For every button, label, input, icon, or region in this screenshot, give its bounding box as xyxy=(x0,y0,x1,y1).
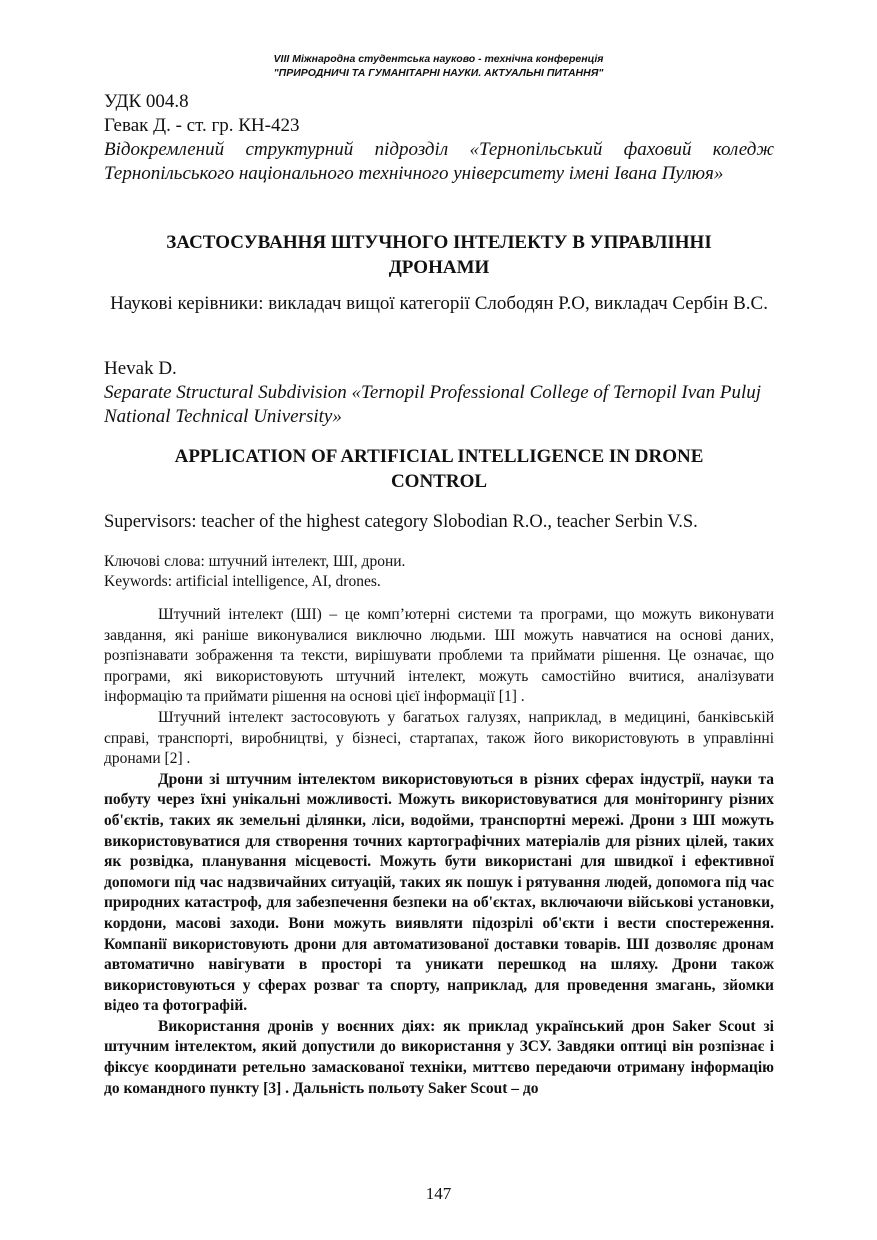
paragraph: Штучний інтелект застосовують у багатьох галузях, наприклад, в медицині, банківській справі, транспорті, виробництві, у бізнесі, стартапах, також його використовують в управлінні дронами [2] . xyxy=(104,708,774,768)
page-number: 147 xyxy=(425,1184,452,1203)
paragraph: Використання дронів у воєнних діях: як приклад український дрон Saker Scout зі штучним інтелектом, який допустили до використання у ЗСУ. Завдяки оптиці він розпізнає і фіксує координати ретельно замаскованої техніки, миттєво передаючи отриману інформацію до командного пункту [3] . Дальність польоту Saker Scout – до xyxy=(104,1017,774,1097)
title-en: APPLICATION OF ARTIFICIAL INTELLIGENCE IN DRONE CONTROL xyxy=(174,446,704,492)
conference-header xyxy=(0,52,877,80)
article-body xyxy=(104,605,774,1099)
supervisors-en: Supervisors: teacher of the highest category Slobodian R.O., teacher Serbin V.S. xyxy=(104,512,698,532)
conference-theme: "ПРИРОДНИЧІ ТА ГУМАНІТАРНІ НАУКИ. АКТУАЛЬНІ ПИТАННЯ" xyxy=(273,67,604,79)
en-front-matter xyxy=(104,357,774,429)
keywords-en: Keywords: artificial intelligence, AI, drones. xyxy=(104,573,381,590)
ua-title-block xyxy=(104,230,774,280)
supervisors-ua: Наукові керівники: викладач вищої категорії Слободян Р.О, викладач Сербін В.С. xyxy=(110,293,768,314)
conference-name: VIII Міжнародна студентська науково - технічна конференція xyxy=(273,53,604,65)
keywords-ua: Ключові слова: штучний інтелект, ШІ, дрони. xyxy=(104,553,406,570)
udc-code: УДК 004.8 xyxy=(104,91,189,112)
en-title-block xyxy=(104,444,774,494)
en-supervisors-block xyxy=(104,510,774,534)
keywords-block xyxy=(104,552,774,592)
ua-front-matter xyxy=(104,90,774,186)
author-en: Hevak D. xyxy=(104,358,177,379)
ua-supervisors-block xyxy=(104,292,774,316)
affiliation-ua: Відокремлений структурний підрозділ «Тернопільський фаховий коледж Тернопільського національного технічного університету імені Івана Пулюя» xyxy=(104,139,774,184)
title-ua: ЗАСТОСУВАННЯ ШТУЧНОГО ІНТЕЛЕКТУ В УПРАВЛІННІ ДРОНАМИ xyxy=(166,232,712,278)
author-ua: Гевак Д. - ст. гр. КН-423 xyxy=(104,115,300,136)
paragraph: Штучний інтелект (ШІ) – це комп’ютерні системи та програми, що можуть виконувати завдання, які раніше виконувалися виключно людьми. ШІ можуть навчатися на основі даних, розпізнавати зображення та тексти, вирішувати проблеми та приймати рішення. Це означає, що програми, які використовують штучний інтелект, можуть самостійно вчитися, аналізувати інформацію та приймати рішення на основі цієї інформації [1] . xyxy=(104,606,774,706)
paragraph: Дрони зі штучним інтелектом використовуються в різних сферах індустрії, науки та побуту через їхні унікальні можливості. Можуть використовуватися для моніторингу різних об'єктів, таких як земельні ділянки, ліси, водойми, транспортні мережі. Дрони з ШІ можуть використовуватися для створення точних картографічних матеріалів для різних цілей, таких як розвідка, планування місцевості. Можуть бути використані для швидкої і ефективної допомоги під час надзвичайних ситуацій, таких як пошук і рятування людей, допомога під час природних катастроф, для забезпечення безпеки на об'єктах, включаючи військові установки, кордони, масові заходи. Вони можуть виявляти підозрілі об'єкти і вести спостереження. Компанії використовують дрони для автоматизованої доставки товарів. ШІ дозволяє дронам автоматично навігувати в просторі та уникати перешкод на шляху. Дрони також використовуються у сферах розваг та спорту, наприклад, для проведення змагань, зйомки відео та фотографій. xyxy=(104,770,774,1015)
affiliation-en: Separate Structural Subdivision «Ternopil Professional College of Ternopil Ivan Puluj National Technical University» xyxy=(104,382,762,427)
